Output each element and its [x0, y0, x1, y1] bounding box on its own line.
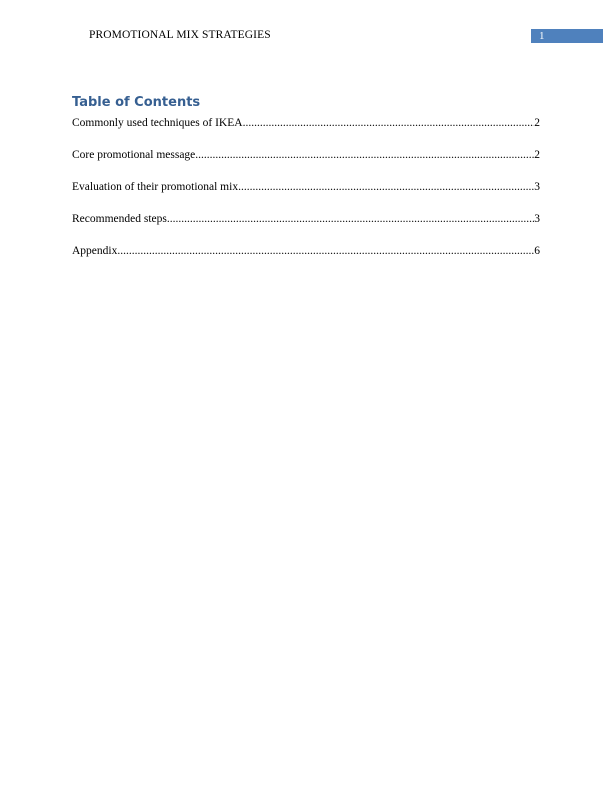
toc-entry-label: Core promotional message: [72, 149, 196, 161]
toc-entry-label: Commonly used techniques of IKEA: [72, 117, 243, 129]
toc-entry[interactable]: [72, 212, 540, 244]
toc-entry[interactable]: [72, 244, 540, 276]
toc-dot-leader: [243, 116, 535, 130]
toc-entry[interactable]: [72, 148, 540, 180]
page-number-badge: [531, 29, 603, 43]
toc-entry-page: 2: [534, 149, 540, 161]
toc-heading: Table of Contents: [72, 95, 201, 110]
running-header-title: PROMOTIONAL MIX STRATEGIES: [89, 29, 271, 41]
toc-entry-page: 2: [534, 117, 540, 129]
toc-entry[interactable]: [72, 116, 540, 148]
toc-dot-leader: [167, 212, 534, 226]
toc-entry-label: Appendix: [72, 245, 118, 257]
toc-entry-page: 6: [534, 245, 540, 257]
page-number: 1: [539, 30, 545, 42]
toc-entry[interactable]: [72, 180, 540, 212]
toc-entry-page: 3: [534, 213, 540, 225]
toc-dot-leader: [195, 148, 534, 162]
toc-entry-label: Evaluation of their promotional mix: [72, 181, 239, 193]
toc-entry-label: Recommended steps: [72, 213, 167, 225]
toc-dot-leader: [117, 244, 534, 258]
toc-dot-leader: [238, 180, 534, 194]
toc-entry-page: 3: [534, 181, 540, 193]
toc-list: [72, 116, 540, 276]
